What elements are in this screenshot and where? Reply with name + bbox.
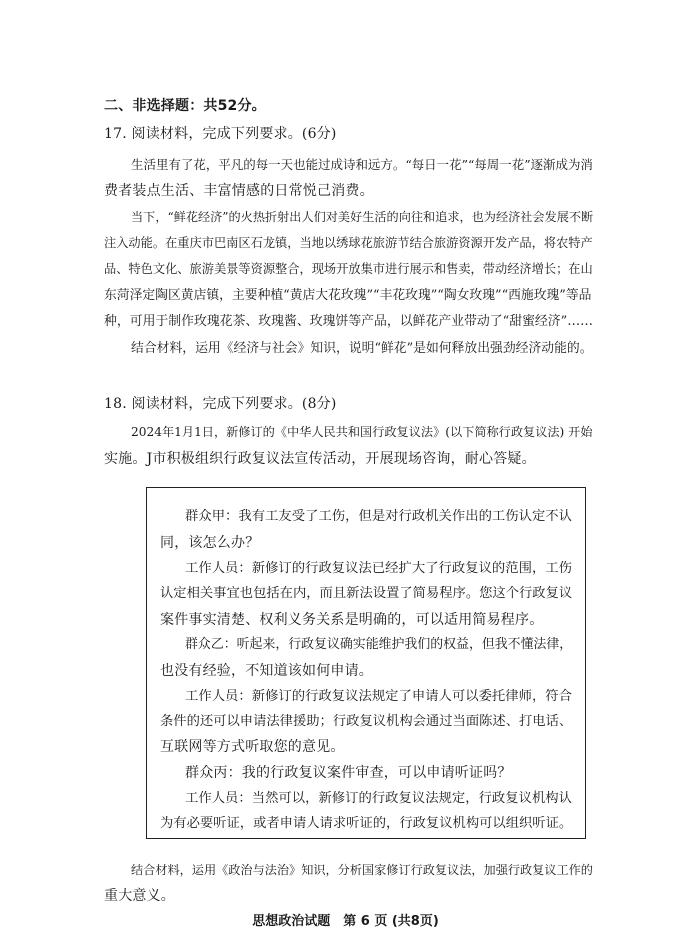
- dialogue-line: 群众丙：我的行政复议案件审查，可以申请听证吗？: [185, 765, 512, 781]
- q18-intro-line1: 2024年1月1日，新修订的《中华人民共和国行政复议法》(以下简称行政复议法) 开始: [131, 425, 593, 439]
- dialogue-line: 条件的还可以申请法律援助；行政复议机构会通过当面陈述、打电话、: [160, 714, 573, 729]
- dialogue-line: 群众乙：听起来，行政复议确实能维护我们的权益，但我不懂法律，: [185, 637, 573, 652]
- dialogue-line: 互联网等方式听取您的意见。: [160, 739, 345, 755]
- dialogue-line: 群众甲：我有工友受了工伤，但是对行政机关作出的工伤认定不认: [185, 509, 572, 524]
- q17-title: 17. 阅读材料，完成下列要求。(6分): [104, 126, 337, 142]
- dialogue-line: 案件事实清楚、权利义务关系是明确的，可以适用简易程序。: [160, 612, 544, 628]
- q18-intro-line2: 实施。J市积极组织行政复议法宣传活动，开展现场咨询，耐心答疑。: [104, 451, 536, 467]
- dialogue-line: 工作人员：新修订的行政复议法规定了申请人可以委托律师，符合: [185, 689, 572, 704]
- q18-task-line1: 结合材料，运用《政治与法治》知识，分析国家修订行政复议法，加强行政复议工作的: [131, 863, 593, 877]
- q18-title: 18. 阅读材料，完成下列要求。(8分): [104, 396, 337, 412]
- q17-para2-line3: 品、特色文化、旅游美景等资源整合，现场开放集市进行展示和售卖，带动经济增长；在山: [104, 262, 593, 276]
- q17-para2-line5: 种，可用于制作玫瑰花茶、玫瑰酱、玫瑰饼等产品，以鲜花产业带动了“甜蜜经济”……: [104, 314, 593, 329]
- q17-para1-line2: 费者装点生活、丰富情感的日常悦己消费。: [104, 183, 374, 199]
- q17-para2-line1: 当下，“鲜花经济”的火热折射出人们对美好生活的向往和追求，也为经济社会发展不断: [131, 210, 594, 224]
- dialogue-line: 认定相关事宜也包括在内，而且新法设置了简易程序。您这个行政复议: [160, 586, 573, 601]
- page-footer: 思想政治试题 第 6 页 (共8页): [252, 914, 439, 929]
- q17-para2-line2: 注入动能。在重庆市巴南区石龙镇，当地以绣球花旅游节结合旅游资源开发产品，将农特产: [104, 236, 593, 250]
- section-heading: 二、非选择题：共52分。: [104, 98, 266, 114]
- q17-para2-line4: 东菏泽定陶区黄店镇，主要种植“黄店大花玫瑰”“丰花玫瑰”“陶女玫瑰”“西施玫瑰”等品: [104, 288, 592, 303]
- dialogue-line: 工作人员：当然可以，新修订的行政复议法规定，行政复议机构认: [185, 791, 572, 806]
- dialogue-line: 工作人员：新修订的行政复议法已经扩大了行政复议的范围，工伤: [185, 561, 572, 576]
- q18-task-line2: 重大意义。: [104, 888, 175, 904]
- q17-task: 结合材料，运用《经济与社会》知识，说明“鲜花”是如何释放出强劲经济动能的。: [131, 341, 593, 356]
- dialogue-line: 也没有经验，不知道该如何申请。: [160, 663, 373, 679]
- dialogue-line: 为有必要听证，或者申请人请求听证的，行政复议机构可以组织听证。: [160, 816, 573, 831]
- q17-para1-line1: 生活里有了花，平凡的每一天也能过成诗和远方。“每日一花”“每周一花”逐渐成为消: [131, 157, 593, 172]
- dialogue-line: 同，该怎么办？: [160, 535, 260, 551]
